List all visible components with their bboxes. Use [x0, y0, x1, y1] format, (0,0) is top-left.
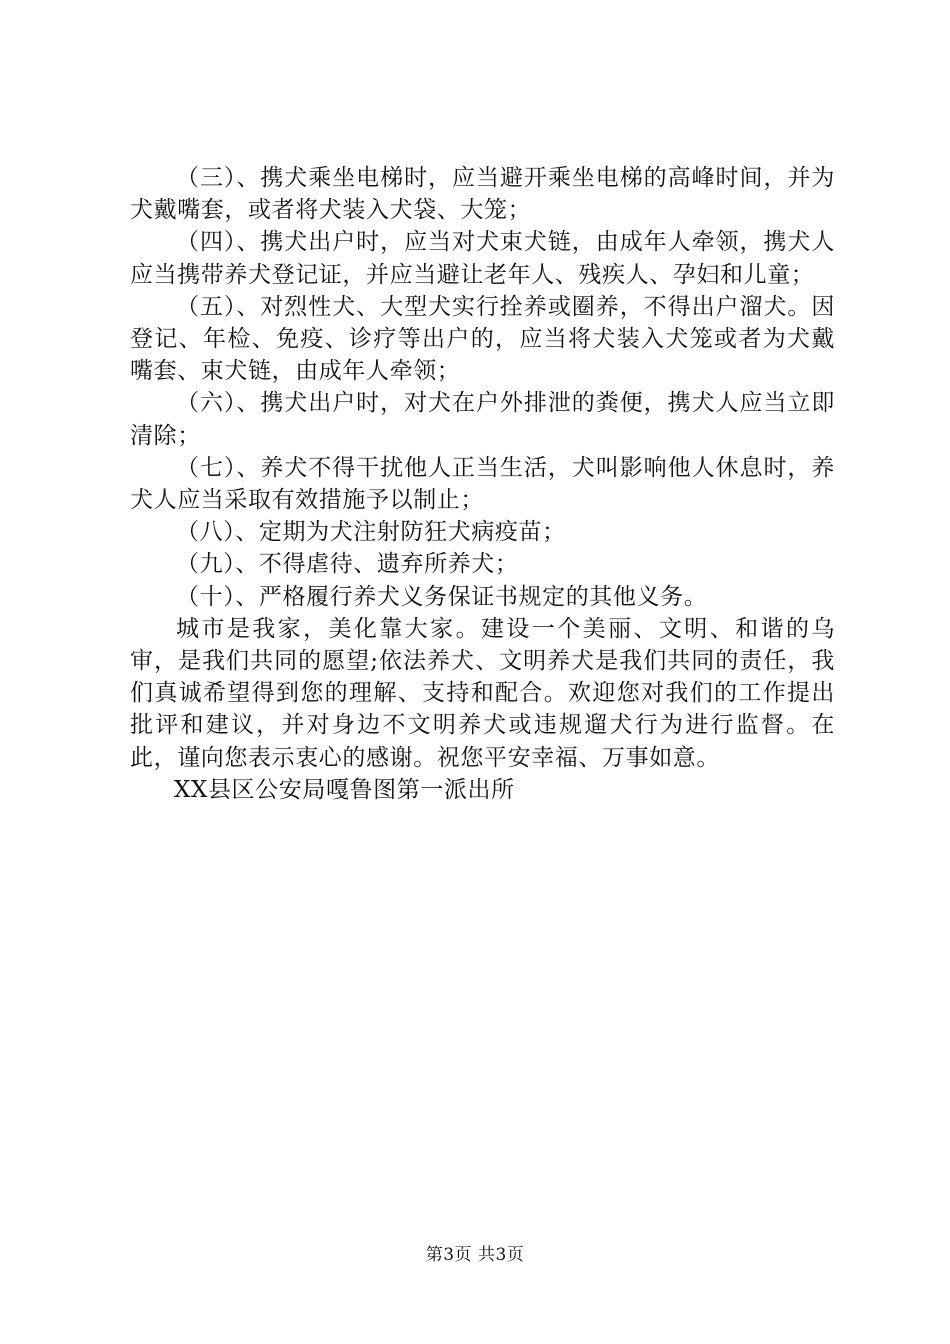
page-number-footer: 第3页 共3页 [425, 1245, 525, 1265]
paragraph-item-8: （八）、定期为犬注射防狂犬病疫苗； [176, 519, 566, 546]
paragraph-item-6: （六）、携犬出户时，对犬在户外排泄的粪便，携犬人应当立即清除； [130, 390, 835, 449]
signature-line: XX县区公安局嘎鲁图第一派出所 [174, 776, 515, 803]
paragraph-item-5: （五）、对烈性犬、大型犬实行拴养或圈养，不得出户溜犬。因登记、年检、免疫、诊疗等出户的，应当将犬装入犬笼或者为犬戴嘴套、束犬链，由成年人牵领； [130, 293, 835, 385]
closing-paragraph: 城市是我家，美化靠大家。建设一个美丽、文明、和谐的乌审，是我们共同的愿望;依法养犬、文明养犬是我们共同的责任，我们真诚希望得到您的理解、支持和配合。欢迎您对我们的工作提出批评和建议，并对身边不文明养犬或违规遛犬行为进行监督。在此，谨向您表示衷心的感谢。祝您平安幸福、万事如意。 [130, 615, 835, 771]
paragraph-item-4: （四）、携犬出户时，应当对犬束犬链，由成年人牵领，携犬人应当携带养犬登记证，并应当避让老年人、残疾人、孕妇和儿童； [130, 229, 835, 288]
document-body [130, 162, 835, 806]
paragraph-item-9: （九）、不得虐待、遗弃所养犬； [176, 551, 519, 578]
paragraph-item-7: （七）、养犬不得干扰他人正当生活，犬叫影响他人休息时，养犬人应当采取有效措施予以制止； [130, 454, 835, 514]
paragraph-item-10: （十）、严格履行养犬义务保证书规定的其他义务。 [176, 583, 708, 610]
paragraph-item-3: （三）、携犬乘坐电梯时，应当避开乘坐电梯的高峰时间，并为犬戴嘴套，或者将犬装入犬袋、大笼； [130, 165, 835, 224]
